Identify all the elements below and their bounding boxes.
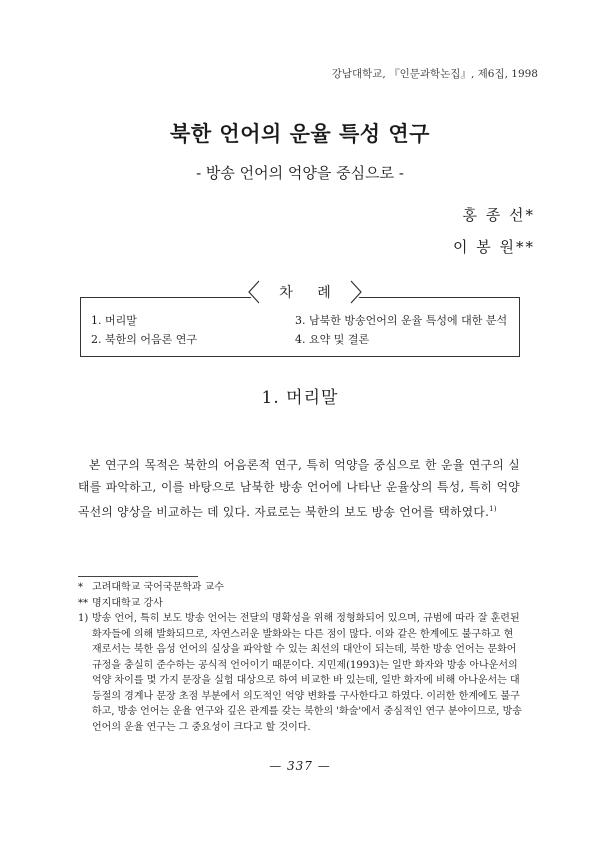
author-list: [453, 204, 535, 268]
toc-item-2: 2. 북한의 어음론 연구: [91, 333, 197, 346]
toc-item-3: 3. 남북한 방송언어의 운율 특성에 대한 분석: [295, 314, 508, 327]
body-text: [78, 454, 520, 523]
footnotes: [78, 580, 522, 735]
footnote-text: 방송 언어, 특히 보도 방송 언어는 전달의 명확성을 위해 정형화되어 있으며, 규범에 따라 잘 훈련된 화자들에 의해 발화되므로, 자연스러운 발화와는 다른 점이 많다. 이와 같은 한계에도 불구하고 현재로서는 북한 음성 언어의 실상을 파악할 수 있는 최선의 대안이 되는데, 북한 방송 언어는 문화어 규정을 충실히 준수하는 공식적 언어이기 때문이다. 지민제(1993)는 일반 화자와 방송 아나운서의 억양 차이를 몇 가지 문장을 실험 대상으로 하여 비교한 바 있는데, 일반 화자에 비해 아나운서는 대등절의 경계나 문장 초점 부분에서 의도적인 억양 변화를 구사한다고 하였다. 이러한 한계에도 불구하고, 방송 언어는 운율 연구와 깊은 관계를 갖는 북한의 '화술'에서 중심적인 연구 분야이므로, 방송 언어의 운율 연구는 그 중요성이 크다고 할 것이다.: [92, 613, 522, 733]
body-paragraph: 본 연구의 목적은 북한의 어음론적 연구, 특히 억양을 중심으로 한 운율 연구의 실태를 파악하고, 이를 바탕으로 남북한 방송 언어에 나타난 운율상의 특성, 특히 억양 곡선의 양상을 비교하는 데 있다. 자료로는 북한의 보도 방송 언어를 택하였다.$^{1)}$: [78, 458, 520, 519]
footnote-mark: **: [78, 597, 88, 609]
page-number: — 337 —: [269, 759, 331, 773]
author-1: 홍 종 선*: [462, 206, 535, 224]
footnote-mark: *: [78, 582, 83, 593]
toc-header: [245, 278, 365, 306]
paper-subtitle: - 방송 언어의 억양을 중심으로 -: [196, 164, 404, 182]
footnote-reference: 1): [489, 505, 497, 513]
footnote-1: [78, 580, 522, 596]
footnote-3: [78, 611, 522, 735]
toc-item-4: 4. 요약 및 결론: [295, 333, 370, 346]
paper-title: 북한 언어의 운율 특성 연구: [170, 121, 430, 146]
toc-title: 차 례: [279, 285, 341, 301]
section-heading: 1. 머리말: [261, 388, 339, 408]
footnote-2: [78, 596, 522, 612]
table-of-contents-box: [80, 297, 520, 357]
journal-info: 강남대학교, 『인문과학논집』, 제6집, 1998: [331, 68, 538, 80]
author-2: 이 봉 원**: [452, 238, 535, 256]
footnote-mark: 1): [78, 613, 89, 624]
footnote-divider: [78, 576, 198, 577]
toc-item-1: 1. 머리말: [91, 314, 137, 327]
footnote-text: 고려대학교 국어국문학과 교수: [92, 582, 224, 593]
footnote-text: 명지대학교 강사: [92, 597, 163, 609]
